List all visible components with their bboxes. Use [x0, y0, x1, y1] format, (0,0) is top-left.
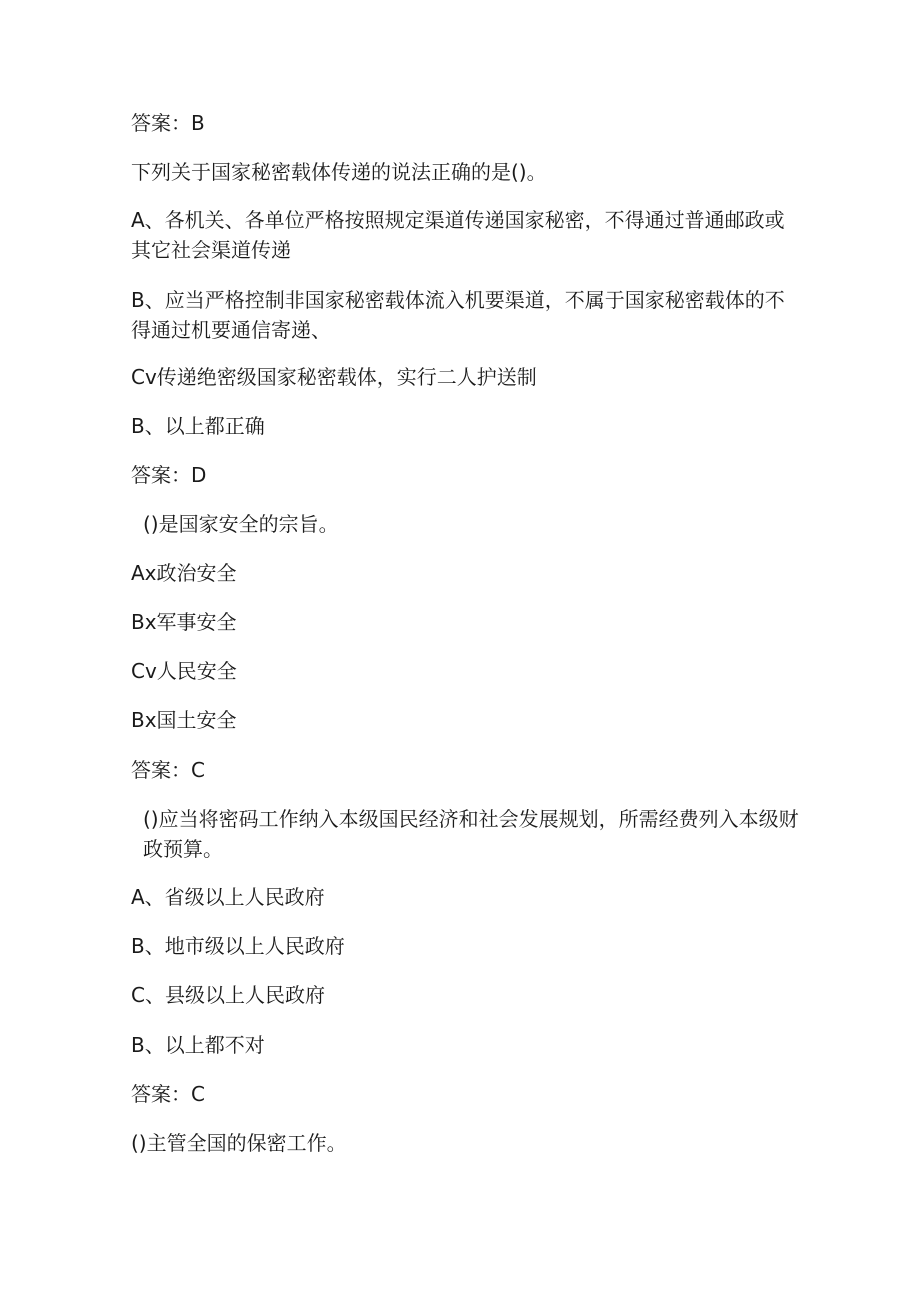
option-c: C、县级以上人民政府 — [131, 983, 325, 1007]
answer-line: 答案：C — [131, 1082, 205, 1106]
question-text: ()是国家安全的宗旨。 — [143, 512, 339, 536]
option-c: Cv人民安全 — [131, 659, 237, 683]
option-a: A、省级以上人民政府 — [131, 885, 325, 909]
option-d: B、以上都不对 — [131, 1033, 265, 1057]
option-d: B、以上都正确 — [131, 414, 265, 438]
option-b: B、地市级以上人民政府 — [131, 934, 345, 958]
option-a: A、各机关、各单位严格按照规定渠道传递国家秘密，不得通过普通邮政或其它社会渠道传递 — [131, 208, 785, 262]
option-b: B、应当严格控制非国家秘密载体流入机要渠道，不属于国家秘密载体的不得通过机要通信寄递、 — [131, 288, 785, 342]
answer-line: 答案：C — [131, 758, 205, 782]
question-text: ()应当将密码工作纳入本级国民经济和社会发展规划，所需经费列入本级财政预算。 — [143, 807, 799, 861]
option-a: Ax政治安全 — [131, 561, 237, 585]
answer-line: 答案：D — [131, 463, 207, 487]
answer-line: 答案：B — [131, 111, 205, 135]
option-b: Bx军事安全 — [131, 610, 237, 634]
option-c: Cv传递绝密级国家秘密载体，实行二人护送制 — [131, 365, 537, 389]
question-text: ()主管全国的保密工作。 — [131, 1131, 347, 1155]
question-text: 下列关于国家秘密载体传递的说法正确的是()。 — [131, 160, 547, 184]
option-d: Bx国土安全 — [131, 708, 237, 732]
